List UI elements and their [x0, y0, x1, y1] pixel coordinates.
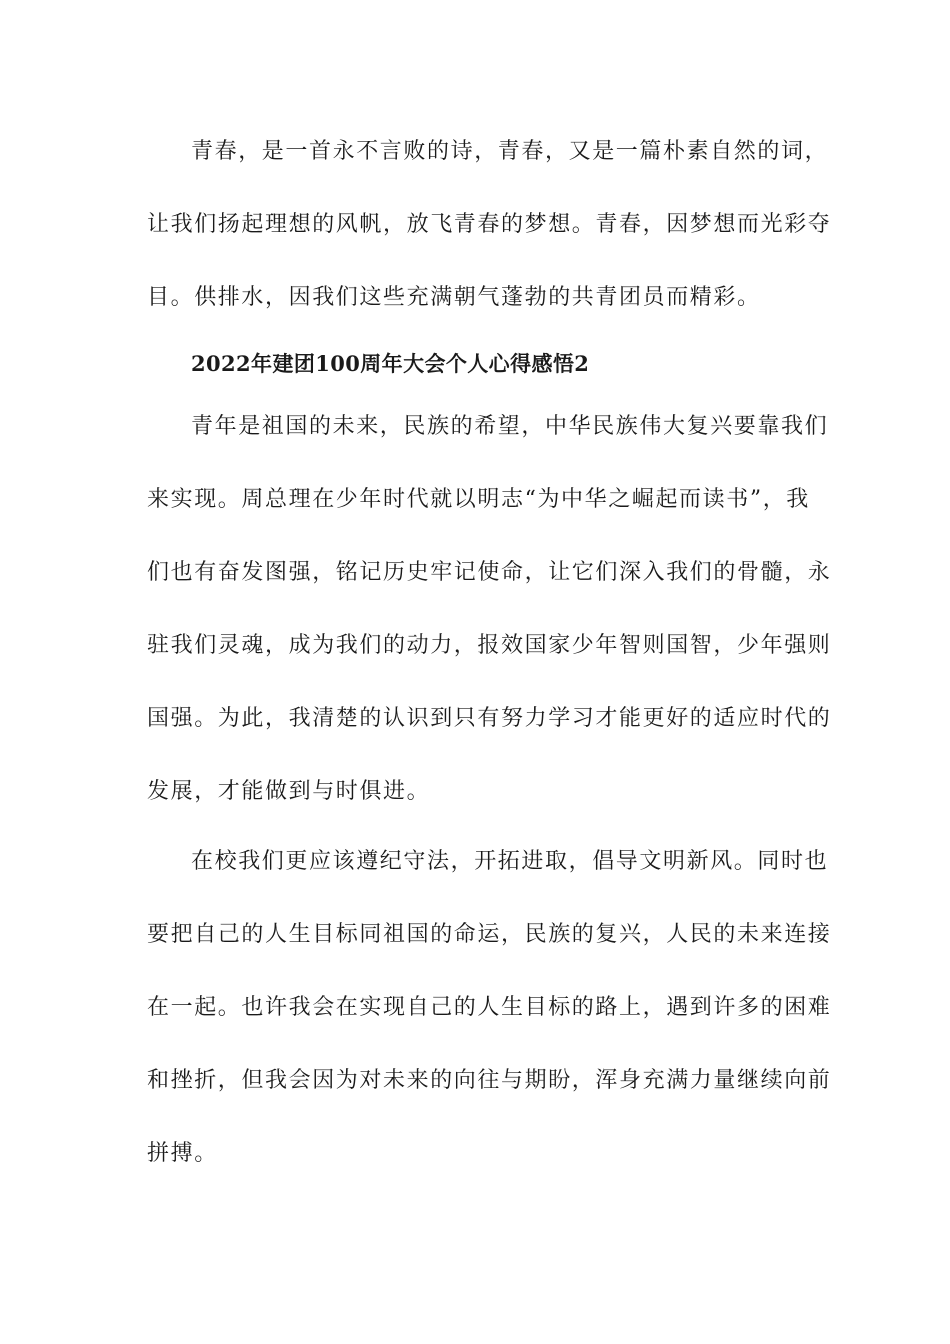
paragraph-line: 要把自己的人生目标同祖国的命运，民族的复兴，人民的未来连接: [147, 922, 832, 947]
paragraph-line: 青年是祖国的未来，民族的希望，中华民族伟大复兴要靠我们: [191, 414, 829, 439]
paragraph-line: 国强。为此，我清楚的认识到只有努力学习才能更好的适应时代的: [147, 706, 832, 731]
paragraph-line: 驻我们灵魂，成为我们的动力，报效国家少年智则国智，少年强则: [147, 633, 832, 658]
paragraph-line: 拼搏。: [147, 1141, 218, 1166]
paragraph-line: 目。供排水，因我们这些充满朝气蓬勃的共青团员而精彩。: [147, 285, 761, 310]
paragraph-line: 发展，才能做到与时俱进。: [147, 779, 431, 804]
paragraph-line: 和挫折，但我会因为对未来的向往与期盼，浑身充满力量继续向前: [147, 1068, 832, 1093]
paragraph-line: 让我们扬起理想的风帆，放飞青春的梦想。青春，因梦想而光彩夺: [147, 212, 832, 237]
paragraph-line: 来实现。周总理在少年时代就以明志“为中华之崛起而读书”，我: [147, 487, 810, 512]
section-heading: 2022年建团100周年大会个人心得感悟2: [191, 351, 590, 376]
paragraph-line: 在一起。也许我会在实现自己的人生目标的路上，遇到许多的困难: [147, 995, 832, 1020]
paragraph-line: 们也有奋发图强，铭记历史牢记使命，让它们深入我们的骨髓，永: [147, 560, 832, 585]
paragraph-line: 在校我们更应该遵纪守法，开拓进取，倡导文明新风。同时也: [191, 849, 829, 874]
paragraph-line: 青春，是一首永不言败的诗，青春，又是一篇朴素自然的词，: [191, 139, 829, 164]
